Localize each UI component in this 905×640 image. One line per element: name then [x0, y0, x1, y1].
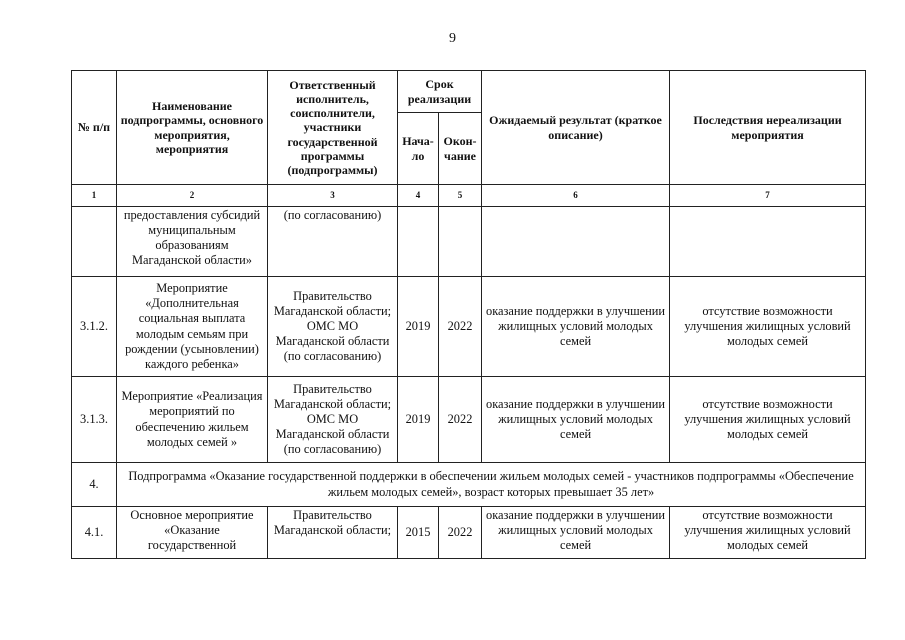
- row-number: 4.1.: [72, 507, 117, 559]
- row-result: [482, 207, 670, 277]
- row-name: Мероприятие «Дополнительная социальная выплата молодым семьям при рождении (усыновлении) каждого ребенка»: [117, 277, 268, 377]
- header-number: № п/п: [72, 71, 117, 185]
- row-executor: Правительство Магаданской области;: [268, 507, 398, 559]
- column-number: 2: [117, 185, 268, 207]
- row-result: оказание поддержки в улучшении жилищных условий молодых семей: [482, 507, 670, 559]
- row-number: 4.: [72, 463, 117, 507]
- column-number: 7: [670, 185, 866, 207]
- row-start: [398, 207, 439, 277]
- row-consequences: отсутствие возможности улучшения жилищных условий молодых семей: [670, 377, 866, 463]
- row-executor: (по согласованию): [268, 207, 398, 277]
- header-result: Ожидаемый результат (краткое описание): [482, 71, 670, 185]
- row-start: 2015: [398, 507, 439, 559]
- row-name: Основное мероприятие «Оказание государственной: [117, 507, 268, 559]
- program-activities-table: [71, 70, 866, 559]
- row-result: оказание поддержки в улучшении жилищных условий молодых семей: [482, 277, 670, 377]
- row-end: 2022: [439, 507, 482, 559]
- header-end: Окон-чание: [439, 113, 482, 185]
- subprogram-row: [72, 463, 866, 507]
- row-start: 2019: [398, 277, 439, 377]
- row-start: 2019: [398, 377, 439, 463]
- row-end: [439, 207, 482, 277]
- row-end: 2022: [439, 277, 482, 377]
- table-row: [72, 377, 866, 463]
- column-number: 5: [439, 185, 482, 207]
- row-executor: Правительство Магаданской области; ОМС МО Магаданской области (по согласованию): [268, 277, 398, 377]
- row-consequences: отсутствие возможности улучшения жилищных условий молодых семей: [670, 277, 866, 377]
- header-start: Нача-ло: [398, 113, 439, 185]
- column-number: 3: [268, 185, 398, 207]
- row-consequences: отсутствие возможности улучшения жилищных условий молодых семей: [670, 507, 866, 559]
- subprogram-title: Подпрограмма «Оказание государственной поддержки в обеспечении жильем молодых семей - участников подпрограммы «Обеспечение жильем молодых семей», возраст которых превышает 35 лет»: [117, 463, 866, 507]
- row-name: Мероприятие «Реализация мероприятий по обеспечению жильем молодых семей »: [117, 377, 268, 463]
- header-executor: Ответственный исполнитель, соисполнители, участники государственной программы (подпрограммы): [268, 71, 398, 185]
- column-number: 4: [398, 185, 439, 207]
- table-row: [72, 207, 866, 277]
- row-number: 3.1.2.: [72, 277, 117, 377]
- row-end: 2022: [439, 377, 482, 463]
- header-consequences: Последствия нереализации мероприятия: [670, 71, 866, 185]
- page-number: 9: [449, 31, 456, 46]
- header-name: Наименование подпрограммы, основного мероприятия, мероприятия: [117, 71, 268, 185]
- row-consequences: [670, 207, 866, 277]
- row-executor: Правительство Магаданской области; ОМС МО Магаданской области (по согласованию): [268, 377, 398, 463]
- column-number: 1: [72, 185, 117, 207]
- row-name: предоставления субсидий муниципальным образованиям Магаданской области»: [117, 207, 268, 277]
- column-number: 6: [482, 185, 670, 207]
- table-row: [72, 277, 866, 377]
- row-number: [72, 207, 117, 277]
- row-number: 3.1.3.: [72, 377, 117, 463]
- table-row: [72, 507, 866, 559]
- row-result: оказание поддержки в улучшении жилищных условий молодых семей: [482, 377, 670, 463]
- header-period: Срок реализации: [398, 71, 482, 113]
